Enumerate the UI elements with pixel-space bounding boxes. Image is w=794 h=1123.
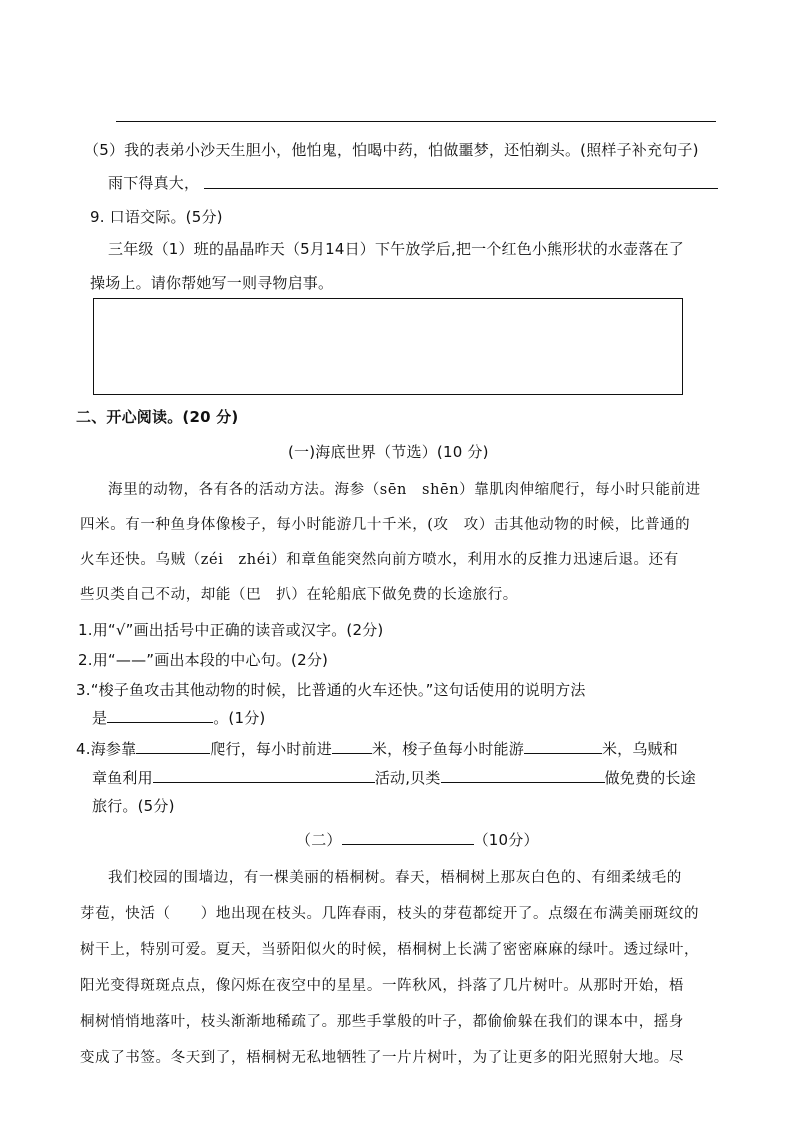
passage2-title-blank[interactable] <box>342 830 474 845</box>
q4-text-e: 章鱼利用 <box>92 769 153 787</box>
q9-body-line1: 三年级（1）班的晶晶昨天（5月14日）下午放学后,把一个红色小熊形状的水壶落在了 <box>108 240 684 258</box>
q3-suffix: 。(1分) <box>213 709 266 727</box>
passage2-line: 芽苞，快活（ ）地出现在枝头。几阵春雨，枝头的芽苞都绽开了。点缀在布满美丽斑纹的 <box>80 906 700 922</box>
passage2-line: 树干上，特别可爱。夏天，当骄阳似火的时候，梧桐树上长满了密密麻麻的绿叶。透过绿叶， <box>80 942 700 958</box>
q4-blank-1[interactable] <box>136 739 210 754</box>
passage2-line: 桐树悄悄地落叶，枝头渐渐地稀疏了。那些手掌般的叶子，都偷偷躲在我们的课本中，摇身 <box>80 1014 684 1030</box>
q5-answer-blank[interactable] <box>204 188 718 189</box>
passage2-title-suffix: （10分） <box>473 831 539 849</box>
q3-blank[interactable] <box>107 708 213 723</box>
question-3-answer <box>92 707 265 728</box>
question-2: 2.用“——”画出本段的中心句。(2分) <box>78 651 329 669</box>
q4-blank-3[interactable] <box>524 739 602 754</box>
question-4-line3: 旅行。(5分) <box>92 797 175 815</box>
passage1-line: 四米。有一种鱼身体像梭子，每小时能游几十千米，(攻 攻）击其他动物的时候，比普通的 <box>80 517 691 533</box>
section2-title: 二、开心阅读。(20 分) <box>76 408 239 426</box>
top-rule <box>116 121 716 122</box>
q5-answer-prefix: 雨下得真大， <box>108 174 200 192</box>
q5-answer-line <box>108 172 199 193</box>
passage2-line: 我们校园的围墙边，有一棵美丽的梧桐树。春天，梧桐树上那灰白色的、有细柔绒毛的 <box>108 870 682 886</box>
q4-text-g: 做免费的长途 <box>604 769 696 787</box>
q9-title: 9. 口语交际。(5分) <box>90 208 223 226</box>
q4-blank-4[interactable] <box>153 768 375 783</box>
question-3: 3.“梭子鱼攻击其他动物的时候，比普通的火车还快。”这句话使用的说明方法 <box>76 681 586 699</box>
q3-prefix: 是 <box>92 709 108 727</box>
q4-text-d: 米，乌贼和 <box>601 740 678 758</box>
passage2-title-prefix: （二） <box>296 831 342 849</box>
q9-body-line2: 操场上。请你帮她写一则寻物启事。 <box>90 274 334 292</box>
passage1-line: 火车还快。乌贼（zéi zhéi）和章鱼能突然向前方喷水，利用水的反推力迅速后退。还有 <box>80 552 679 568</box>
q4-text-a: 4.海参靠 <box>76 740 137 758</box>
passage1-title: (一)海底世界（节选）(10 分) <box>288 443 489 461</box>
passage2-title <box>296 829 539 850</box>
question-1: 1.用“√”画出括号中正确的读音或汉字。(2分) <box>78 621 384 639</box>
passage1-line: 些贝类自己不动，却能（巴 扒）在轮船底下做免费的长途旅行。 <box>80 587 518 603</box>
q4-text-b: 爬行，每小时前进 <box>210 740 332 758</box>
q5-prompt: （5）我的表弟小沙天生胆小，他怕鬼，怕喝中药，怕做噩梦，还怕剃头。(照样子补充句子) <box>84 141 699 159</box>
q4-text-f: 活动,贝类 <box>374 769 441 787</box>
q4-blank-5[interactable] <box>441 768 605 783</box>
q4-blank-2[interactable] <box>332 739 372 754</box>
question-4-line1 <box>76 738 678 759</box>
passage1-line: 海里的动物，各有各的活动方法。海参（sēn shēn）靠肌肉伸缩爬行，每小时只能前进 <box>108 482 701 498</box>
q4-text-c: 米，梭子鱼每小时能游 <box>371 740 524 758</box>
passage2-line: 阳光变得斑斑点点，像闪烁在夜空中的星星。一阵秋风，抖落了几片树叶。从那时开始，梧 <box>80 978 684 994</box>
question-4-line2 <box>92 767 696 788</box>
q9-answer-box[interactable] <box>93 298 683 395</box>
passage2-line: 变成了书签。冬天到了，梧桐树无私地牺牲了一片片树叶，为了让更多的阳光照射大地。尽 <box>80 1050 684 1066</box>
